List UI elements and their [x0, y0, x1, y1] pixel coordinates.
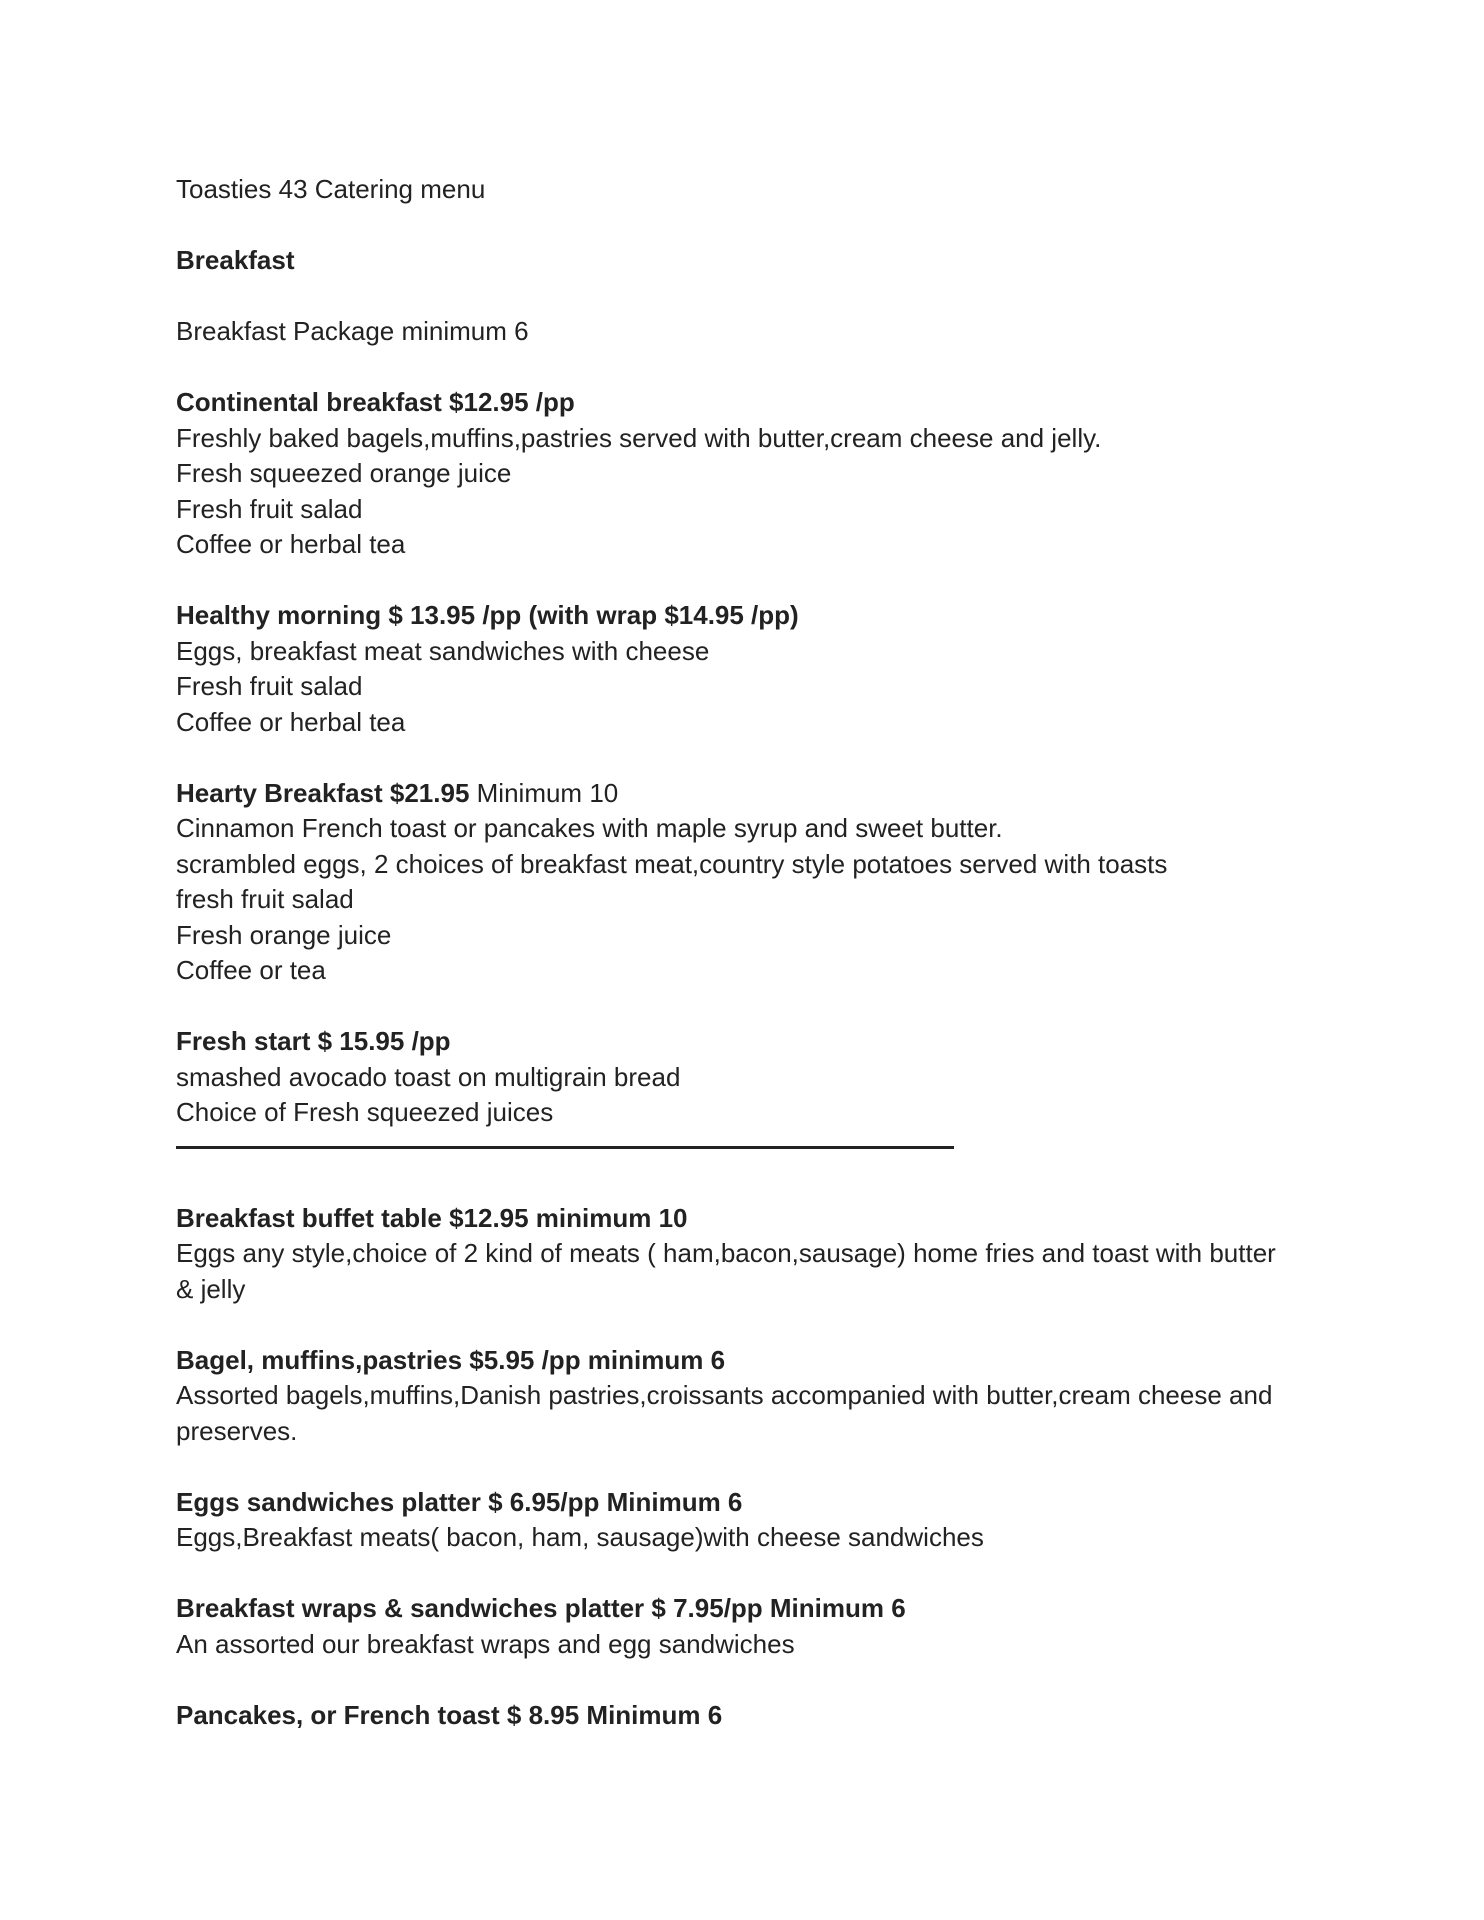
eggs-line: Eggs,Breakfast meats( bacon, ham, sausage)with cheese sandwiches	[176, 1522, 984, 1552]
bagel-line: Assorted bagels,muffins,Danish pastries,croissants accompanied with butter,cream cheese and	[176, 1380, 1273, 1410]
eggs-heading: Eggs sandwiches platter $ 6.95/pp Minimum 6	[176, 1486, 743, 1517]
hearty-heading: Hearty Breakfast $21.95	[176, 777, 470, 808]
buffet-line: & jelly	[176, 1273, 246, 1304]
continental-line: Freshly baked bagels,muffins,pastries served with butter,cream cheese and jelly.	[176, 422, 1102, 453]
bagel-line: preserves.	[176, 1415, 298, 1446]
fresh-start-heading: Fresh start $ 15.95 /pp	[176, 1026, 451, 1056]
healthy-line: Coffee or herbal tea	[176, 706, 406, 737]
hearty-heading-note: Minimum 10	[469, 777, 619, 808]
hearty-line: Coffee or tea	[176, 955, 326, 985]
buffet-heading: Breakfast buffet table $12.95 minimum 10	[176, 1202, 688, 1233]
continental-heading: Continental breakfast $12.95 /pp	[176, 387, 575, 417]
hearty-heading-row	[176, 776, 1326, 812]
hearty-line: fresh fruit salad	[176, 884, 354, 914]
fresh-start-line: Choice of Fresh squeezed juices	[176, 1097, 554, 1127]
buffet-line: Eggs any style,choice of 2 kind of meats ( ham,bacon,sausage) home fries and toast with butter	[176, 1238, 1276, 1268]
package-note: Breakfast Package minimum 6	[176, 316, 529, 346]
hearty-line: scrambled eggs, 2 choices of breakfast meat,country style potatoes served with toasts	[176, 848, 1168, 879]
continental-line: Fresh fruit salad	[176, 493, 363, 524]
bagel-heading: Bagel, muffins,pastries $5.95 /pp minimum 6	[176, 1344, 726, 1375]
wraps-line: An assorted our breakfast wraps and egg sandwiches	[176, 1628, 795, 1659]
continental-line: Fresh squeezed orange juice	[176, 458, 512, 488]
horizontal-rule	[176, 1146, 954, 1149]
healthy-heading: Healthy morning $ 13.95 /pp (with wrap $14.95 /pp)	[176, 600, 799, 630]
hearty-line: Fresh orange juice	[176, 919, 392, 950]
wraps-heading: Breakfast wraps & sandwiches platter $ 7.95/pp Minimum 6	[176, 1593, 906, 1623]
healthy-line: Eggs, breakfast meat sandwiches with cheese	[176, 635, 710, 666]
continental-line: Coffee or herbal tea	[176, 529, 406, 559]
menu-document	[176, 172, 1326, 1733]
fresh-start-line: smashed avocado toast on multigrain bread	[176, 1061, 681, 1092]
healthy-line: Fresh fruit salad	[176, 671, 363, 701]
hearty-line: Cinnamon French toast or pancakes with maple syrup and sweet butter.	[176, 813, 1003, 843]
document-title: Toasties 43 Catering menu	[176, 174, 486, 204]
pancakes-heading: Pancakes, or French toast $ 8.95 Minimum 6	[176, 1699, 723, 1730]
section-heading-breakfast: Breakfast	[176, 245, 295, 275]
